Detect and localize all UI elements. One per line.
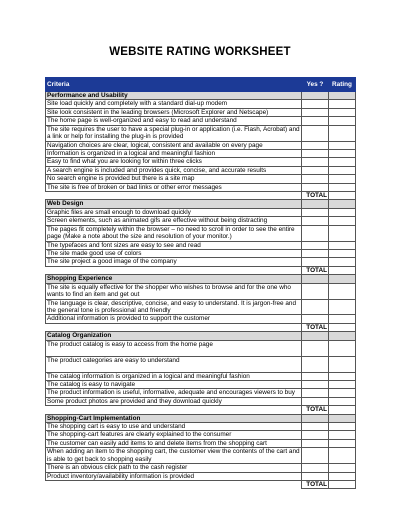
- section-title: Shopping-Cart Implementation: [46, 414, 302, 422]
- yes-cell[interactable]: [302, 183, 329, 191]
- yes-cell[interactable]: [302, 315, 329, 323]
- yes-cell[interactable]: [302, 397, 329, 405]
- yes-cell[interactable]: [302, 258, 329, 266]
- yes-cell[interactable]: [302, 299, 329, 315]
- total-label: TOTAL: [302, 323, 329, 331]
- total-value-cell[interactable]: [329, 406, 356, 414]
- rating-cell[interactable]: [329, 225, 356, 241]
- rating-cell[interactable]: [329, 108, 356, 116]
- yes-cell[interactable]: [302, 356, 329, 372]
- total-spacer: [46, 323, 302, 331]
- rating-cell[interactable]: [329, 183, 356, 191]
- table-row: [46, 315, 356, 323]
- yes-cell[interactable]: [302, 439, 329, 447]
- rating-cell[interactable]: [329, 356, 356, 372]
- criterion-text: Information is organized in a logical and meaningful fashion: [46, 150, 302, 158]
- rating-cell[interactable]: [329, 208, 356, 216]
- table-row: [46, 439, 356, 447]
- table-row: [46, 423, 356, 431]
- criterion-text: The site is equally effective for the shopper who wishes to browse and for the one who wants to find an item and get out: [46, 283, 302, 299]
- total-row: [46, 266, 356, 274]
- section-rating-cell: [329, 200, 356, 208]
- criterion-text: The product categories are easy to understand: [46, 356, 302, 372]
- criterion-text: The site project a good image of the company: [46, 258, 302, 266]
- total-row: [46, 406, 356, 414]
- section-header-row: [46, 414, 356, 422]
- rating-cell[interactable]: [329, 217, 356, 225]
- rating-cell[interactable]: [329, 315, 356, 323]
- yes-cell[interactable]: [302, 225, 329, 241]
- page-title: WEBSITE RATING WORKSHEET: [109, 46, 291, 58]
- table-row: [46, 183, 356, 191]
- table-row: [46, 464, 356, 472]
- yes-cell[interactable]: [302, 141, 329, 149]
- criterion-text: Screen elements, such as animated gifs are effective without being distracting: [46, 217, 302, 225]
- rating-cell[interactable]: [329, 241, 356, 249]
- criterion-text: A search engine is included and provides quick, concise, and accurate results: [46, 166, 302, 174]
- criterion-text: The language is clear, descriptive, concise, and easy to understand. It is jargon-free and the general tone is professional and friendly: [46, 299, 302, 315]
- yes-cell[interactable]: [302, 100, 329, 108]
- table-row: [46, 258, 356, 266]
- total-spacer: [46, 266, 302, 274]
- section-rating-cell: [329, 92, 356, 100]
- section-yes-cell: [302, 92, 329, 100]
- table-row: [46, 217, 356, 225]
- rating-cell[interactable]: [329, 439, 356, 447]
- total-row: [46, 192, 356, 200]
- criterion-text: Graphic files are small enough to download quickly: [46, 208, 302, 216]
- header-yes: Yes ?: [302, 78, 329, 92]
- section-header-row: [46, 200, 356, 208]
- section-yes-cell: [302, 200, 329, 208]
- yes-cell[interactable]: [302, 108, 329, 116]
- criterion-text: Site look consistent in the leading browsers (Microsoft Explorer and Netscape): [46, 108, 302, 116]
- total-value-cell[interactable]: [329, 323, 356, 331]
- criterion-text: When adding an item to the shopping cart, the customer view the contents of the cart and is able to get back to shopping easily: [47, 448, 300, 463]
- table-header-row: [46, 78, 356, 92]
- criterion-text: Site load quickly and completely with a standard dial-up modem: [46, 100, 302, 108]
- rating-cell[interactable]: [329, 175, 356, 183]
- criterion-text: The site requires the user to have a special plug-in or application (i.e. Flash, Acrobat) and a link or help for installing the plug-in is provided: [47, 125, 300, 141]
- yes-cell[interactable]: [302, 472, 329, 480]
- yes-cell[interactable]: [302, 389, 329, 397]
- section-rating-cell: [329, 332, 356, 340]
- yes-cell[interactable]: [302, 158, 329, 166]
- criterion-text: The site is free of broken or bad links or other error messages: [46, 183, 302, 191]
- table-row: [46, 299, 356, 315]
- section-yes-cell: [302, 275, 329, 283]
- total-value-cell[interactable]: [329, 266, 356, 274]
- criterion-text: The site made good use of colors: [46, 249, 302, 257]
- criterion-text: No search engine is provided but there is a site map: [46, 175, 302, 183]
- total-spacer: [46, 406, 302, 414]
- rating-cell[interactable]: [329, 380, 356, 388]
- table-row: [46, 108, 356, 116]
- section-rating-cell: [329, 414, 356, 422]
- table-row: [46, 448, 356, 464]
- criterion-text: The product information is useful, informative, adequate and encourages viewers to buy: [46, 389, 302, 397]
- header-rating: Rating: [329, 78, 356, 92]
- rating-cell[interactable]: [329, 431, 356, 439]
- section-title: Shopping Experience: [46, 275, 302, 283]
- yes-cell[interactable]: [302, 208, 329, 216]
- criterion-text: The product catalog is easy to access from the home page: [46, 340, 302, 356]
- table-row: [46, 340, 356, 356]
- total-label: TOTAL: [302, 192, 329, 200]
- rating-cell[interactable]: [329, 472, 356, 480]
- rating-cell[interactable]: [329, 372, 356, 380]
- table-row: [46, 150, 356, 158]
- yes-cell[interactable]: [302, 249, 329, 257]
- total-spacer: [46, 192, 302, 200]
- section-title: Performance and Usability: [46, 92, 302, 100]
- rating-cell[interactable]: [329, 166, 356, 174]
- rating-cell[interactable]: [329, 125, 356, 141]
- table-row: [46, 125, 356, 141]
- table-row: [46, 241, 356, 249]
- total-label: TOTAL: [302, 406, 329, 414]
- total-label: TOTAL: [302, 481, 329, 489]
- rating-cell[interactable]: [329, 117, 356, 125]
- yes-cell[interactable]: [302, 241, 329, 249]
- section-title: Web Design: [46, 200, 302, 208]
- rating-cell[interactable]: [329, 158, 356, 166]
- yes-cell[interactable]: [302, 431, 329, 439]
- rating-cell[interactable]: [329, 141, 356, 149]
- yes-cell[interactable]: [302, 166, 329, 174]
- table-row: [46, 380, 356, 388]
- yes-cell[interactable]: [302, 125, 329, 141]
- table-row: [46, 472, 356, 480]
- table-row: [46, 283, 356, 299]
- criterion-text: The home page is well-organized and easy to read and understand: [46, 117, 302, 125]
- yes-cell[interactable]: [302, 217, 329, 225]
- total-value-cell[interactable]: [329, 192, 356, 200]
- total-row: [46, 481, 356, 489]
- table-row: [46, 158, 356, 166]
- yes-cell[interactable]: [302, 340, 329, 356]
- yes-cell[interactable]: [302, 283, 329, 299]
- yes-cell[interactable]: [302, 175, 329, 183]
- section-yes-cell: [302, 332, 329, 340]
- criterion-text: Additional information is provided to support the customer: [46, 315, 302, 323]
- criterion-text: The shopping-cart features are clearly explained to the consumer: [46, 431, 302, 439]
- criterion-text: There is an obvious click path to the cash register: [46, 464, 302, 472]
- rating-cell[interactable]: [329, 249, 356, 257]
- rating-cell[interactable]: [329, 100, 356, 108]
- header-criteria: Criteria: [46, 78, 302, 92]
- table-row: [46, 389, 356, 397]
- yes-cell[interactable]: [302, 380, 329, 388]
- table-row: [46, 100, 356, 108]
- table-row: [46, 175, 356, 183]
- criterion-text: Navigation choices are clear, logical, consistent and available on every page: [46, 141, 302, 149]
- total-label: TOTAL: [302, 266, 329, 274]
- yes-cell[interactable]: [302, 464, 329, 472]
- section-title: Catalog Organization: [46, 332, 302, 340]
- section-rating-cell: [329, 275, 356, 283]
- rating-cell[interactable]: [329, 448, 356, 464]
- yes-cell[interactable]: [302, 372, 329, 380]
- table-row: [46, 431, 356, 439]
- total-spacer: [46, 481, 302, 489]
- criterion-text: Product inventory/availability information is provided: [46, 472, 302, 480]
- criterion-text: The pages fit completely within the browser – no need to scroll in order to see the entire page (Make a note about the size and resolution of your monitor.): [46, 225, 302, 241]
- criterion-text: The customer can easily add items to and delete items from the shopping cart: [46, 439, 302, 447]
- yes-cell[interactable]: [302, 150, 329, 158]
- table-row: [46, 141, 356, 149]
- rating-cell[interactable]: [329, 397, 356, 405]
- table-row: [46, 117, 356, 125]
- yes-cell[interactable]: [302, 423, 329, 431]
- rating-cell[interactable]: [329, 299, 356, 315]
- table-row: [46, 208, 356, 216]
- section-header-row: [46, 92, 356, 100]
- rating-cell[interactable]: [329, 340, 356, 356]
- criterion-text: Easy to find what you are looking for within three clicks: [46, 158, 302, 166]
- yes-cell[interactable]: [302, 448, 329, 464]
- criterion-text: The typefaces and font sizes are easy to see and read: [46, 241, 302, 249]
- table-row: [46, 166, 356, 174]
- criterion-text: The shopping cart is easy to use and understand: [46, 423, 302, 431]
- rating-cell[interactable]: [329, 389, 356, 397]
- rating-cell[interactable]: [329, 150, 356, 158]
- section-header-row: [46, 275, 356, 283]
- rating-cell[interactable]: [329, 258, 356, 266]
- section-yes-cell: [302, 414, 329, 422]
- total-row: [46, 323, 356, 331]
- yes-cell[interactable]: [302, 117, 329, 125]
- section-header-row: [46, 332, 356, 340]
- criterion-text: The catalog is easy to navigate: [46, 380, 302, 388]
- table-row: [46, 225, 356, 241]
- table-row: [46, 372, 356, 380]
- table-row: [46, 356, 356, 372]
- table-row: [46, 249, 356, 257]
- table-row: [46, 397, 356, 405]
- rating-cell[interactable]: [329, 423, 356, 431]
- rating-table: [45, 77, 356, 489]
- rating-cell[interactable]: [329, 464, 356, 472]
- criterion-text: The catalog information is organized in a logical and meaningful fashion: [46, 372, 302, 380]
- rating-cell[interactable]: [329, 283, 356, 299]
- total-value-cell[interactable]: [329, 481, 356, 489]
- criterion-text: Some product photos are provided and they download quickly: [46, 397, 302, 405]
